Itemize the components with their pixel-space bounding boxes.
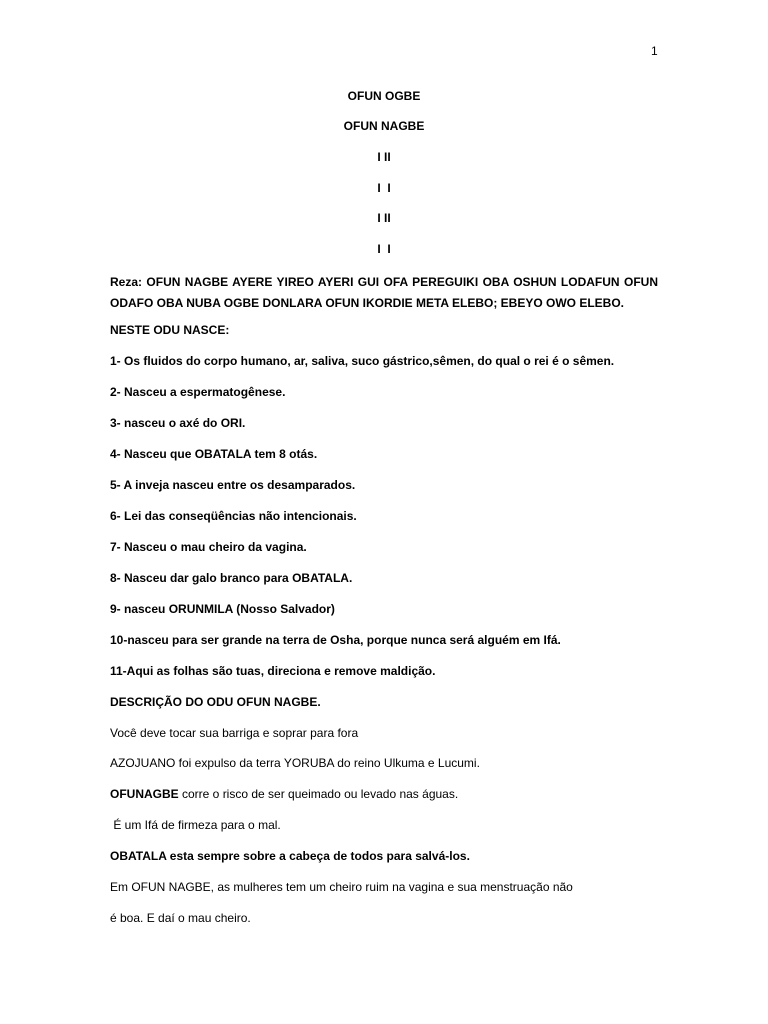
list-item: 9- nasceu ORUNMILA (Nosso Salvador) — [110, 602, 335, 616]
list-item: 8- Nasceu dar galo branco para OBATALA. — [110, 571, 353, 585]
list-item: 3- nasceu o axé do ORI. — [110, 416, 246, 430]
paragraph-obatala: OBATALA esta sempre sobre a cabeça de todos para salvá-los. — [110, 849, 470, 863]
reza-paragraph: Reza: OFUN NAGBE AYERE YIREO AYERI GUI OFA PEREGUIKI OBA OSHUN LODAFUN OFUN ODAFO OBA NUBA OGBE DONLARA OFUN IKORDIE META ELEBO; EBEYO OWO ELEBO. — [110, 275, 658, 310]
list-item: 7- Nasceu o mau cheiro da vagina. — [110, 540, 307, 554]
list-item: 6- Lei das conseqüências não intencionais. — [110, 509, 357, 523]
list-item: 4- Nasceu que OBATALA tem 8 otás. — [110, 447, 318, 461]
list-item: 2- Nasceu a espermatogênese. — [110, 385, 286, 399]
paragraph-mulheres: Em OFUN NAGBE, as mulheres tem um cheiro ruim na vagina e sua menstruação não — [110, 880, 573, 894]
list-item: 11-Aqui as folhas são tuas, direciona e remove maldição. — [110, 664, 436, 678]
neste-odu-heading: NESTE ODU NASCE: — [110, 323, 230, 337]
paragraph-tocar: Você deve tocar sua barriga e soprar para fora — [110, 726, 359, 740]
ofunagbe-rest: corre o risco de ser queimado ou levado nas águas. — [178, 787, 459, 801]
list-item: 5- A inveja nasceu entre os desamparados. — [110, 478, 356, 492]
odu-mark-line-3: I II — [377, 211, 391, 225]
odu-mark-line-1: I II — [377, 150, 391, 164]
ofunagbe-bold-term: OFUNAGBE — [110, 787, 179, 801]
odu-mark-line-4: I I — [377, 242, 391, 256]
title-ofun-ogbe: OFUN OGBE — [347, 89, 421, 103]
page-number: 1 — [651, 44, 658, 58]
title-ofun-nagbe: OFUN NAGBE — [343, 119, 425, 133]
odu-mark-line-2: I I — [377, 181, 391, 195]
descricao-heading: DESCRIÇÃO DO ODU OFUN NAGBE. — [110, 695, 321, 709]
list-item: 1- Os fluidos do corpo humano, ar, saliva, suco gástrico,sêmen, do qual o rei é o sêmen. — [110, 354, 615, 368]
paragraph-ofunagbe — [110, 786, 670, 802]
paragraph-azojuano: AZOJUANO foi expulso da terra YORUBA do reino Ulkuma e Lucumi. — [110, 756, 480, 770]
paragraph-ifa-firmeza: É um Ifá de firmeza para o mal. — [110, 818, 281, 832]
list-item: 10-nasceu para ser grande na terra de Osha, porque nunca será alguém em Ifá. — [110, 633, 561, 647]
paragraph-mau-cheiro: é boa. E daí o mau cheiro. — [110, 911, 251, 925]
